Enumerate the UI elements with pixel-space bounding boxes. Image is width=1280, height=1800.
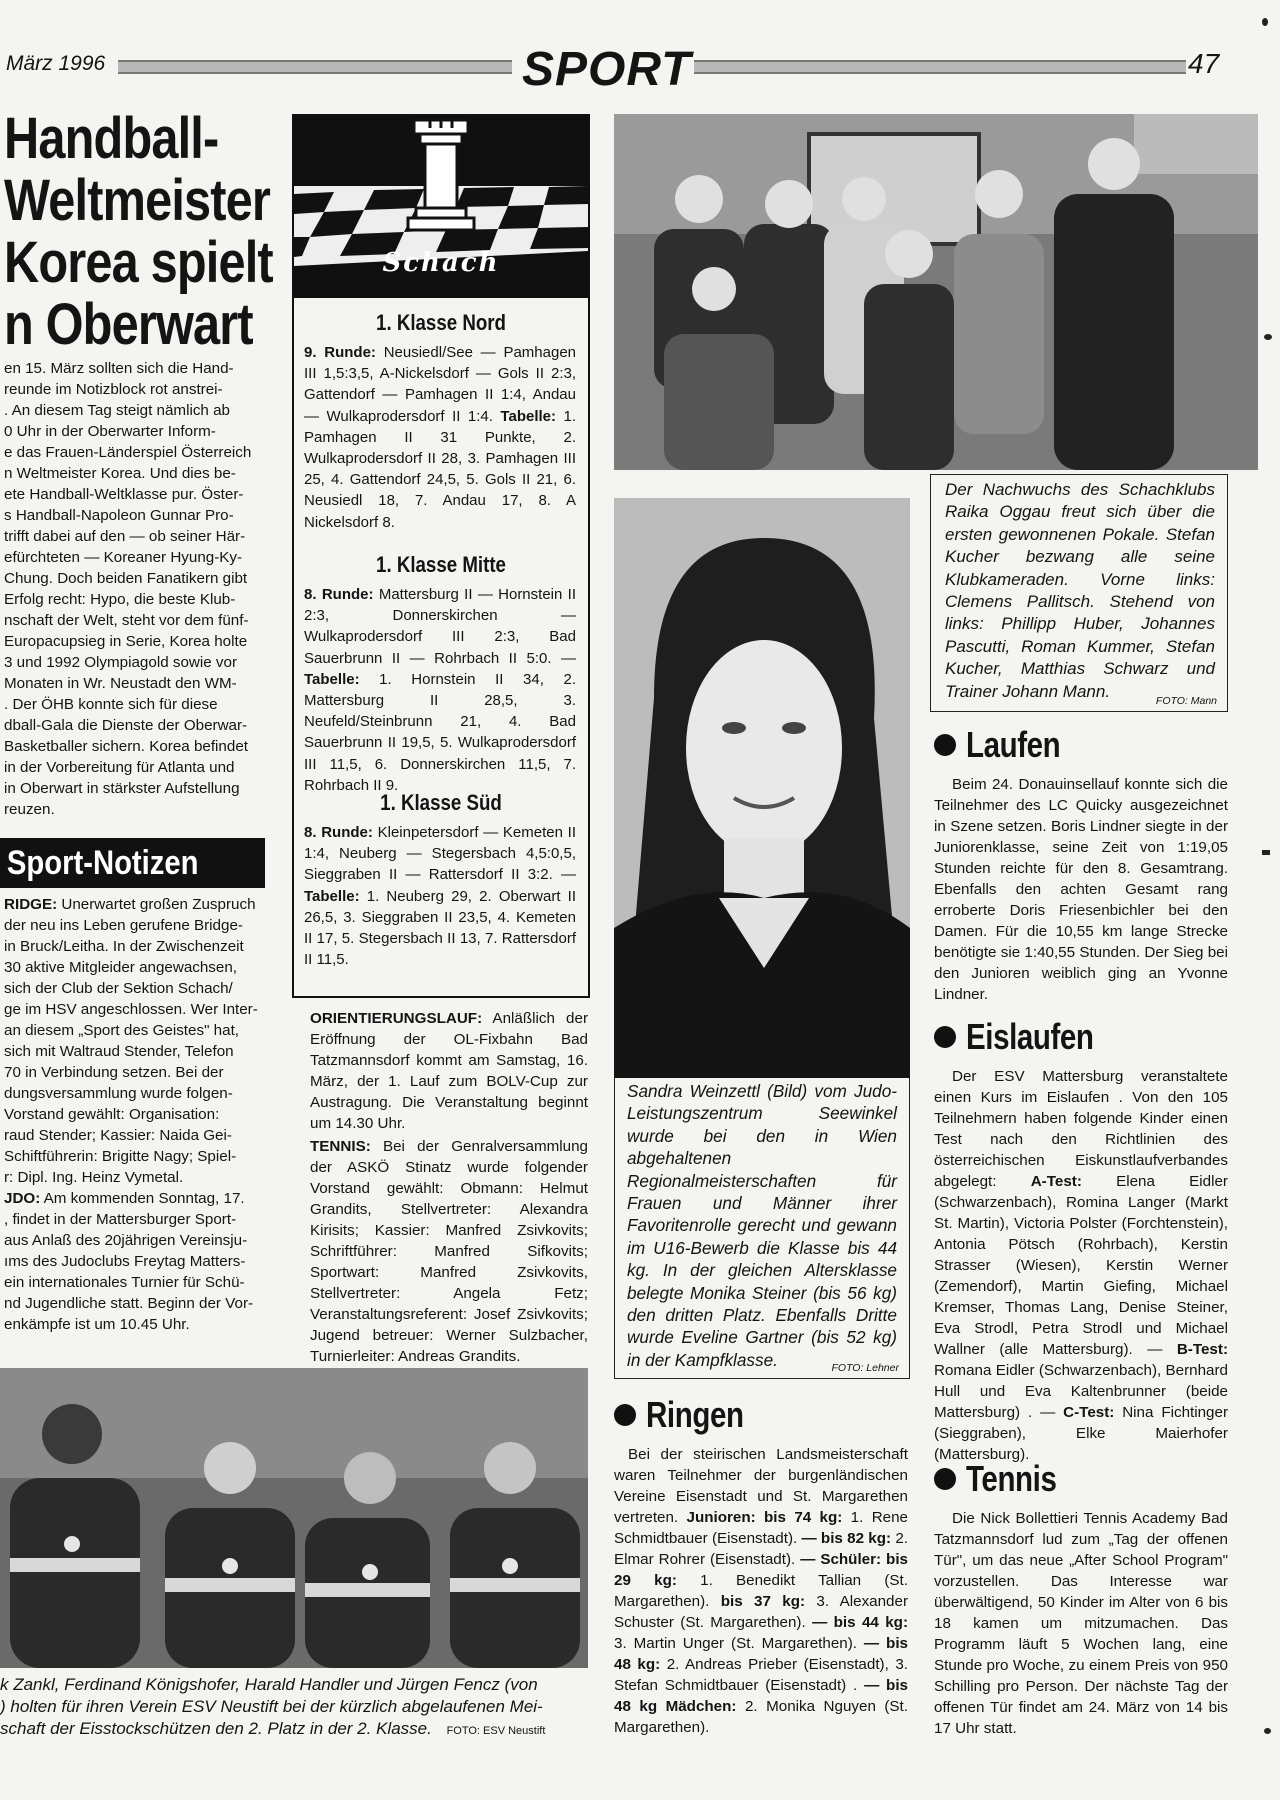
notiz-line: dungsversammlung wurde folgen- [4, 1085, 233, 1102]
bold-label: Tabelle: [500, 407, 556, 425]
schach-sued-text: 8. Runde: Kleinpetersdorf — Kemeten II 1:4, Neuberg — Stegersbach 4,5:0,5, Sieggraben II — Rattersdorf II 3:2. — Tabelle: 1. Neuberg 29, 2. Oberwart II 26,5, 3. Sieggraben II 23,5, 4. Kemeten II 17, 5. Stegersbach II 13, 7. Rattersdorf II 11,5. [304, 824, 576, 969]
article-line: 0 Uhr in der Oberwarter Inform- [4, 423, 216, 440]
margin-mark [1262, 18, 1268, 26]
bold-label: B-Test: [1176, 1341, 1228, 1358]
headline-line: n Oberwart [4, 292, 253, 357]
laufen-heading [934, 724, 1081, 770]
article-line: . An diesem Tag steigt nämlich ab [4, 402, 230, 419]
article-line: Basketballer sichern. Korea befindet [4, 738, 248, 755]
margin-mark [1262, 850, 1270, 855]
schach-nord-text: 9. Runde: Neusiedl/See — Pamhagen III 1,5:3,5, A-Nickelsdorf — Gols II 2:3, Gattendorf — Pamhagen II 1:4, Andau — Wulkaprodersdorf II 1:4. Tabelle: 1. Pamhagen II 31 Punkte, 2. Wulkaprodersdorf II 28, 3. Pamhagen III 25, 4. Gattendorf 24,5, 5. Gols II 21, 6. Neusiedl 18, 7. Andau 17, 8. A Nickelsdorf 8. [304, 344, 576, 531]
notiz-line: nd Jugendliche statt. Beginn der Vor- [4, 1295, 254, 1312]
article-line: trifft dabei auf den — ob seiner Här- [4, 528, 246, 545]
notiz-line: ıms des Judoclubs Freytag Matters- [4, 1253, 246, 1270]
notiz-line: raud Stender; Kassier: Naida Gei- [4, 1127, 232, 1144]
schach-mitte-text: 8. Runde: Mattersburg II — Hornstein II 2:3, Donnerskirchen — Wulkaprodersdorf III 2:3, Bad Sauerbrunn II — Rohrbach II 5:0. — Tabelle: 1. Hornstein II 34, 2. Mattersburg II 28,5, 3. Neufeld/Steinbrunn 21, 4. Bad Sauerbrunn II 19,5, 5. Wulkaprodersdorf III 11,5, 6. Donnerskirchen 11,5, 7. Rohrbach II 9. [304, 586, 576, 794]
schach-box [292, 114, 590, 998]
ringen-title: Ringen [646, 1394, 744, 1435]
bold-label: Junioren: bis 74 kg: [686, 1509, 843, 1526]
chess-photo-caption: Der Nachwuchs des Schachklubs Raika Oggau freut sich über die ersten gewonnenen Pokale. Stefan Kucher bezwang alle seine Klubkameraden. Vorne links: Clemens Pallitsch. Stehend von links: Phillipp Huber, Johannes Pascutti, Roman Kummer, Stefan Kucher, Matthias Schwarz und Trainer Johann Mann. [945, 480, 1215, 701]
notiz-line: ge im HSV angeschlossen. Wer Inter- [4, 1001, 258, 1018]
bullet-icon [934, 734, 956, 756]
bold-label: — bis 82 kg: [801, 1530, 892, 1547]
article-line: Europacupsieg in Serie, Korea holte [4, 633, 248, 650]
headline-line: Korea spielt [4, 230, 273, 295]
article-line: en 15. März sollten sich die Hand- [4, 360, 234, 377]
article-line: Erfolg recht: Hypo, die beste Klub- [4, 591, 236, 608]
bullet-icon [614, 1404, 636, 1426]
article-line: in der Vorbereitung für Atlanta und [4, 759, 235, 776]
bullet-icon [934, 1468, 956, 1490]
header-rule-right [694, 60, 1186, 74]
bold-label: TENNIS: [310, 1138, 371, 1155]
eisstock-team-photo [0, 1368, 588, 1668]
photo-credit: FOTO: Mann [1155, 695, 1217, 707]
schach-logo [294, 116, 588, 298]
bold-label: 8. Runde: [304, 586, 374, 603]
notiz-line: Vorstand gewählt: Organisation: [4, 1106, 220, 1123]
article-line: ete Handball-Weltklasse pur. Öster- [4, 486, 244, 503]
eislaufen-heading [934, 1016, 1122, 1062]
notiz-line: 70 in Verbindung setzen. Bei der [4, 1064, 224, 1081]
article-line: 3 und 1992 Olympiagold sowie vor [4, 654, 238, 671]
bold-label: — bis 44 kg: [812, 1614, 909, 1631]
notiz-line: Schiftführerin: Brigitte Nagy; Spiel- [4, 1148, 237, 1165]
tennis-body: Die Nick Bollettieri Tennis Academy Bad Tatzmannsdorf lud zum „Tag der offenen Tür", um das neue „After School Program" vorzustellen. Das Interesse war überwältigend, 50 Kinder im Alter von 6 bis 18 kamen um mitzumachen. Das Programm läuft 5 Wochen lang, eine Stunde pro Woche, zu einem Preis von 950 Schilling pro Person. Der nächste Tag der offenen Tür findet am 24. März von 14 bis 17 Uhr statt. [934, 1510, 1228, 1737]
chess-photo-caption-box [930, 474, 1228, 712]
notiz-line: sich mit Waltraud Stender, Telefon [4, 1043, 234, 1060]
bold-label: C-Test: [1063, 1404, 1115, 1421]
ringen-body: Bei der steirischen Landsmeisterschaft waren Teilnehmer der burgenländischen Vereine Eisenstadt und St. Margarethen vertreten. Junioren: bis 74 kg: 1. Rene Schmidtbauer (Eisenstadt). — bis 82 kg: 2. Elmar Rohrer (Eisenstadt). — Schüler: bis 29 kg: 1. Benedikt Tallian (St. Margarethen). bis 37 kg: 3. Alexander Schuster (St. Margarethen). — bis 44 kg: 3. Martin Unger (St. Margarethen). — bis 48 kg: 2. Andreas Prieber (Eisenstadt), 3. Stefan Schmidtbauer (Eisenstadt) . — bis 48 kg Mädchen: 2. Monika Nguyen (St. Margarethen). [614, 1446, 909, 1736]
notiz-line: r: Dipl. Ing. Heinz Vymetal. [4, 1169, 184, 1186]
article-line: reuzen. [4, 801, 55, 818]
caption-line: schaft der Eisstockschützen den 2. Platz in der 2. Klasse. [0, 1719, 432, 1738]
headline-line: Weltmeister [4, 168, 271, 233]
section-title: SPORT [522, 43, 692, 96]
sport-notizen-title: Sport-Notizen [6, 844, 199, 882]
tennis-heading [934, 1458, 1076, 1504]
schach-sued-title: 1. Klasse Süd [380, 790, 502, 815]
schach-nord-title: 1. Klasse Nord [376, 310, 506, 335]
article-line: nschaft der Welt, steht vor dem fünf- [4, 612, 249, 629]
bold-label: JDO: [4, 1190, 41, 1207]
laufen-title: Laufen [966, 724, 1061, 765]
notiz-line: in Bruck/Leitha. In der Zwischenzeit [4, 938, 244, 955]
schach-label: Schach [382, 248, 500, 278]
judo-caption-box [614, 1078, 910, 1379]
margin-mark [1264, 1728, 1271, 1734]
margin-mark [1264, 334, 1272, 340]
notiz-line: aus Anlaß des 20jährigen Vereinsju- [4, 1232, 248, 1249]
bold-label: Tabelle: [304, 670, 360, 688]
tennis-notiz: TENNIS: Bei der Genralversammlung der ASKÖ Stinatz wurde folgender Vorstand gewählt: Obmann: Helmut Grandits, Stellvertreter: Alexandra Kirisits; Kassier: Manfred Zsivkovits; Schriftführer: Manfred Sifkovits; Sportwart: Manfred Zsivkovits, Stellvertreter: Angela Fetz; Veranstaltungsreferent: Josef Zsivkovits; Jugend betreuer: Werner Sulzbacher, Turnierleiter: Andreas Grandits. [310, 1138, 588, 1365]
photo-credit: FOTO: Lehner [831, 1362, 899, 1374]
issue-date: März 1996 [6, 52, 106, 75]
notiz-line: sich der Club der Sektion Schach/ [4, 980, 233, 997]
notiz-line: der neu ins Leben gerufene Bridge- [4, 917, 243, 934]
article-line: reunde im Notizblock rot anstrei- [4, 381, 223, 398]
laufen-body: Beim 24. Donauinsellauf konnte sich die Teilnehmer des LC Quicky ausgezeichnet in Szene setzen. Boris Lindner siegte in der Juniorenklasse, seine Zeit von 1:19,05 Stunden reichte für den 8. Gesamtrang. Ebenfalls den achten Gesamt rang erroberte Doris Friesenbichler bei den Damen. Für die 10,55 km lange Strecke benötigte sie 1:40,55 Stunden. Der Sieg bei den Junioren weiblich ging an Yvonne Lindner. [934, 776, 1228, 1003]
article-line: Monaten in Wr. Neustadt den WM- [4, 675, 237, 692]
bold-label: RIDGE: [4, 896, 58, 913]
schach-mitte-title: 1. Klasse Mitte [376, 552, 506, 577]
tennis-title: Tennis [966, 1458, 1057, 1499]
article-line: Chung. Doch beiden Fanatikern gibt [4, 570, 248, 587]
bullet-icon [934, 1026, 956, 1048]
notiz-line: ein internationales Turnier für Schü- [4, 1274, 245, 1291]
notiz-line: enkämpfe ist um 10.45 Uhr. [4, 1316, 190, 1333]
article-line: n Weltmeister Korea. Und dies be- [4, 465, 236, 482]
team-photo-caption [0, 1674, 590, 1742]
orientierungslauf-notiz: ORIENTIERUNGSLAUF: Anläßlich der Eröffnung der OL-Fixbahn Bad Tatzmannsdorf kommt am Samstag, 16. März, der 1. Lauf zum BOLV-Cup zur Austragung. Die Veranstaltung beginnt um 14.30 Uhr. [310, 1010, 588, 1132]
chess-kids-photo [614, 114, 1258, 470]
ringen-heading [614, 1394, 765, 1440]
eislaufen-body: Der ESV Mattersburg veranstaltete einen Kurs im Eislaufen . Von den 105 Teilnehmern haben folgende Kinder einen Test nach den Richtlinien des österreichischen Eiskunstlaufverbandes abgelegt: A-Test: Elena Eidler (Schwarzenbach), Romina Langer (Markt St. Martin), Victoria Polster (Forchtenstein), Antonia Pötsch (Rohrbach), Kerstin Strasser (Wiesen), Kerstin Werner (Zemendorf), Martin Giefing, Michael Kremser, Thomas Lang, Denise Steiner, Eva Strodl, Petra Strodl und Michael Wallner (alle Mattersburg). — B-Test: Romana Eidler (Schwarzenbach), Bernhard Hull und Eva Kaltenbrunner (beide Mattersburg) . — C-Test: Nina Fichtinger (Sieggraben), Elke Maierhofer (Mattersburg). [934, 1068, 1229, 1463]
bold-label: — bis 48 kg: [614, 1635, 908, 1673]
caption-line: ) holten für ihren Verein ESV Neustift bei der kürzlich abgelaufenen Mei- [0, 1697, 543, 1716]
bold-label: ORIENTIERUNGSLAUF: [310, 1010, 483, 1027]
article-line: . Der ÖHB konnte sich für diese [4, 696, 218, 713]
header-rule-left [118, 60, 512, 74]
caption-line: k Zankl, Ferdinand Königshofer, Harald Handler und Jürgen Fencz (von [0, 1675, 538, 1694]
article-line: s Handball-Napoleon Gunnar Pro- [4, 507, 234, 524]
page-header [0, 44, 1280, 94]
bold-label: A-Test: [1030, 1173, 1082, 1190]
headline-line: Handball- [4, 106, 219, 171]
article-line: in Oberwart in stärkster Aufstellung [4, 780, 240, 797]
bold-label: bis 37 kg: [720, 1593, 806, 1610]
sport-notizen-body [4, 894, 266, 1335]
article-line: efürchteten — Koreaner Hyung-Ky- [4, 549, 243, 566]
bold-label: — Schüler: bis 29 kg: [614, 1551, 908, 1589]
bold-label: 9. Runde: [304, 344, 376, 361]
handball-headline [4, 108, 294, 356]
notiz-line: JDO: Am kommenden Sonntag, 17. [4, 1190, 245, 1207]
sport-notizen-banner [0, 838, 265, 888]
bold-label: — bis 48 kg Mädchen: [614, 1677, 908, 1715]
photo-credit: FOTO: ESV Neustift [446, 1725, 546, 1737]
page-number: 47 [1188, 48, 1220, 79]
bold-label: Tabelle: [304, 887, 360, 905]
bold-label: 8. Runde: [304, 824, 373, 841]
handball-article-body [4, 358, 266, 820]
article-line: dball-Gala die Dienste der Oberwar- [4, 717, 248, 734]
judo-photo-caption: Sandra Weinzettl (Bild) vom Judo-Leistungszentrum Seewinkel wurde bei den in Wien abgehaltenen Regionalmeisterschaften für Frauen und Männer ihrer Favoritenrolle gerecht und gewann im U16-Bewerb die Klasse bis 44 kg. In der gleichen Altersklasse belegte Monika Steiner (bis 56 kg) den dritten Platz. Ebenfalls Dritte wurde Eveline Gartner (bis 52 kg) in der Kampfklasse. [627, 1081, 897, 1370]
notiz-line: , findet in der Mattersburger Sport- [4, 1211, 237, 1228]
eislaufen-title: Eislaufen [966, 1016, 1094, 1057]
judo-portrait-photo [614, 498, 910, 1078]
article-line: e das Frauen-Länderspiel Österreich [4, 444, 252, 461]
notiz-line: RIDGE: Unerwartet großen Zuspruch [4, 896, 256, 913]
notiz-line: 30 aktive Mitgleider angewachsen, [4, 959, 238, 976]
notiz-line: an diesem „Sport des Geistes" hat, [4, 1022, 240, 1039]
